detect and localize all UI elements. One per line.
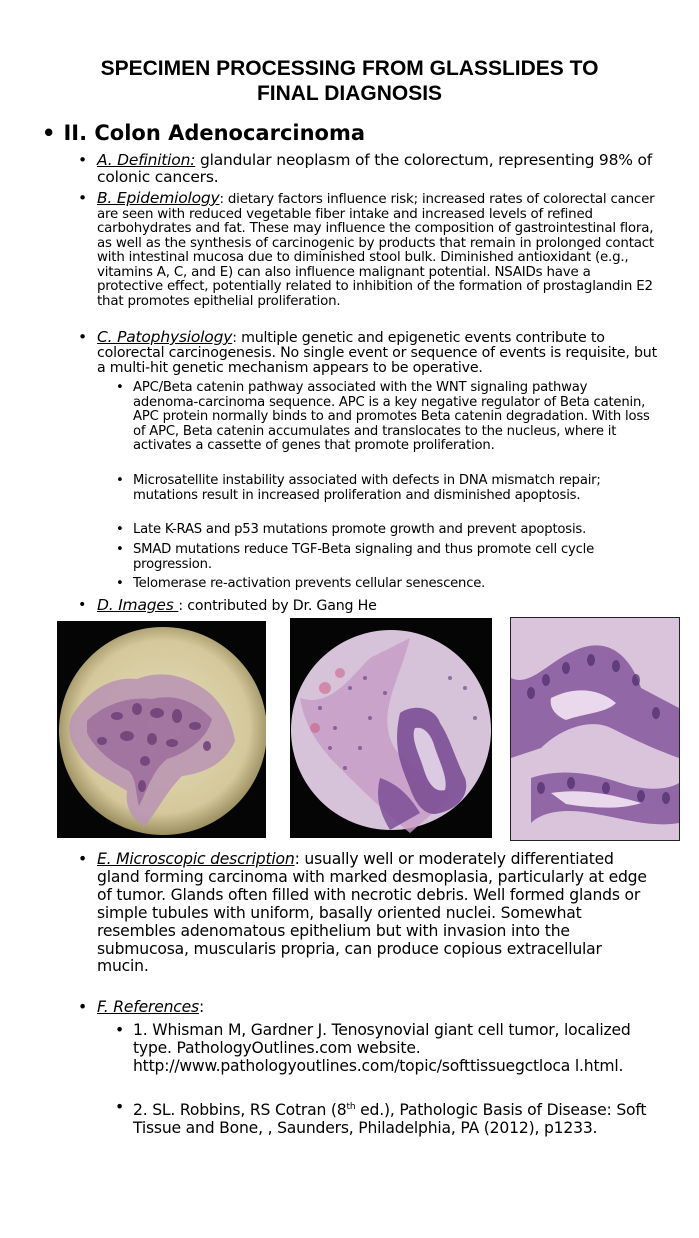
pathophysiology-item [78,328,657,376]
pathophysiology-subitem [116,542,653,572]
bullet-icon: • [116,522,124,537]
pathophysiology-text: : multiple genetic and epigenetic events contribute to colorectal carcinogenesis. No single event or sequence of events is requisite, but a multi-hit genetic mechanism appears to be operative. [97,330,657,376]
subitem-text: APC/Beta catenin pathway associated with the WNT signaling pathway adenoma-carcinoma sequence. APC is a key negative regulator of Beta catenin, APC protein normally binds to and promotes Beta catenin degradation. With loss of APC, Beta catenin accumulates and translocates to the nucleus, where it activates a cassette of genes that promote proliferation. [133,380,650,454]
reference-2-text-a: 2. SL. Robbins, RS Cotran (8 [133,1101,347,1120]
bullet-icon: • [78,850,87,868]
epidemiology-item [78,189,657,309]
subitem-text: Late K-RAS and p53 mutations promote growth and prevent apoptosis. [133,522,587,537]
images-text: : contributed by Dr. Gang He [178,598,377,614]
definition-text: glandular neoplasm of the colorectum, representing 98% of colonic cancers. [97,151,653,186]
reference-2-superscript: th [346,1102,356,1112]
pathophysiology-subitem [116,473,653,503]
reference-2-text-b: ed.), Pathologic Basis of Disease: Soft Tissue and Bone, , Saunders, Philadelphia, PA (2012), p1233. [133,1101,647,1138]
microscopic-item [78,850,657,976]
bullet-icon: • [78,151,87,169]
bullet-icon: • [116,473,124,488]
bullet-icon: • [78,328,87,346]
title-line-2: FINAL DIAGNOSIS [256,82,443,105]
images-item [78,596,657,614]
microscopic-label: E. Microscopic description [97,850,295,868]
section-heading-text: II. Colon Adenocarcinoma [63,121,366,145]
bullet-icon: • [42,121,56,145]
epidemiology-label: B. Epidemiology [97,189,220,207]
bullet-icon: • [116,542,124,557]
microscopic-text: : usually well or moderately differentiated gland forming carcinoma with marked desmoplasia, particularly at edge of tumor. Glands often filled with necrotic debris. Well formed glands or simple tubules with uniform, basally oriented nuclei. Somewhat resembles adenomatous epithelium but with invasion into the submucosa, muscularis propria, can produce copious extracellular mucin. [97,850,647,976]
subitem-text: Microsatellite instability associated with defects in DNA mismatch repair; mutations result in increased proliferation and disminished apoptosis. [133,473,601,503]
micrograph-low-power [57,621,266,838]
reference-1-text: 1. Whisman M, Gardner J. Tenosynovial giant cell tumor, localized type. PathologyOutlines.com website. http://www.pathologyoutlines.com/topic/softtissuegctloca l.html. [133,1021,631,1075]
references-text: : [198,998,205,1016]
document-title [0,56,699,106]
title-line-1: SPECIMEN PROCESSING FROM GLASSLIDES TO [100,57,599,80]
images-label: D. Images [97,596,179,614]
bullet-icon: • [115,1098,124,1116]
section-heading [42,121,365,145]
pathophysiology-label: C. Patophysiology [97,328,233,346]
references-item [78,998,657,1017]
subitem-text: Telomerase re-activation prevents cellular senescence. [133,576,486,591]
reference-1 [115,1021,653,1076]
bullet-icon: • [116,380,124,395]
definition-item [78,151,657,186]
references-label: F. References [97,998,199,1016]
definition-label: A. Definition: [97,151,196,169]
micrograph-medium-power [290,618,492,838]
pathophysiology-subitem [116,380,653,454]
bullet-icon: • [78,597,87,613]
reference-2 [115,1098,653,1138]
subitem-text: SMAD mutations reduce TGF-Beta signaling and thus promote cell cycle progression. [133,542,595,572]
epidemiology-text: : dietary factors influence risk; increased rates of colorectal cancer are seen with reduced vegetable fiber intake and increased levels of refined carbohydrates and fat. These may influence the composition of gastrointestinal flora, as well as the synthesis of carcinogenic by products that remain in prolonged contact with intestinal mucosa due to diminished stool bulk. Diminished antioxidant (e.g., vitamins A, C, and E) can also influence malignant potential. NSAIDs have a protective effect, potentially related to inhibition of the formation of prostaglandin E2 that promotes epithelial proliferation. [97,192,655,309]
bullet-icon: • [78,998,87,1016]
bullet-icon: • [78,189,87,207]
bullet-icon: • [116,576,124,591]
bullet-icon: • [115,1021,124,1039]
pathophysiology-subitem [116,576,653,592]
micrograph-high-power [510,617,680,841]
pathophysiology-subitem [116,522,653,538]
